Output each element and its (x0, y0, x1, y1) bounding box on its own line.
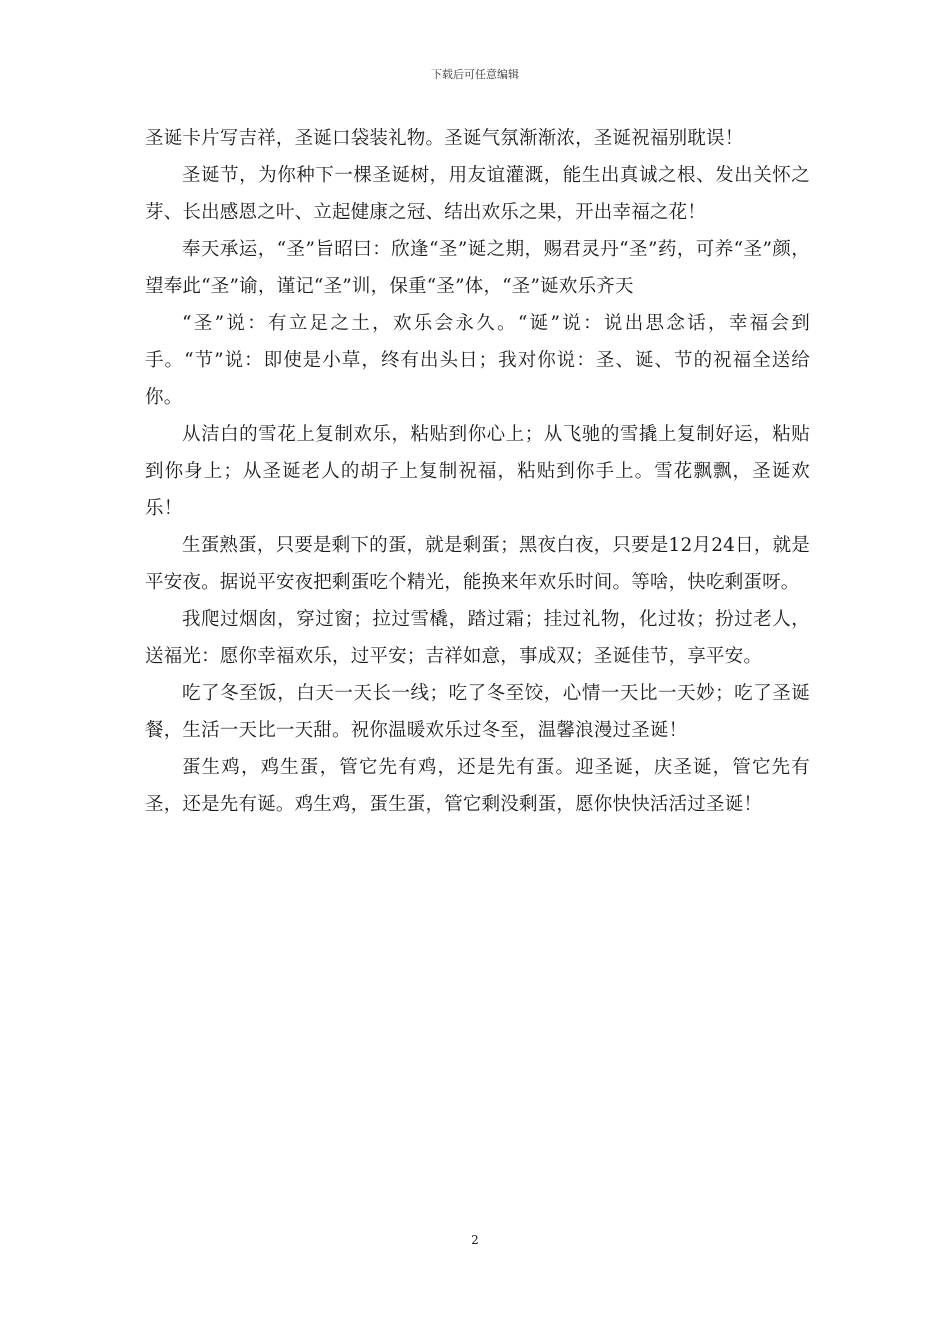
paragraph: 生蛋熟蛋，只要是剩下的蛋，就是剩蛋；黑夜白夜，只要是12月24日，就是平安夜。据说平安夜把剩蛋吃个精光，能换来年欢乐时间。等啥，快吃剩蛋呀。 (145, 535, 810, 593)
paragraph: 奉天承运，“圣”旨昭曰：欣逢“圣”诞之期，赐君灵丹“圣”药，可养“圣”颜，望奉此“圣”谕，谨记“圣”训，保重“圣”体，“圣”诞欢乐齐天 (145, 239, 810, 297)
document-body (145, 120, 810, 823)
paragraph: 蛋生鸡，鸡生蛋，管它先有鸡，还是先有蛋。迎圣诞，庆圣诞，管它先有圣，还是先有诞。鸡生鸡，蛋生蛋，管它剩没剩蛋，愿你快快活活过圣诞！ (145, 757, 810, 815)
paragraph: “圣”说：有立足之土，欢乐会永久。“诞”说：说出思念话，幸福会到手。“节”说：即使是小草，终有出头日；我对你说：圣、诞、节的祝福全送给你。 (145, 313, 810, 408)
paragraph: 吃了冬至饭，白天一天长一线；吃了冬至饺，心情一天比一天妙；吃了圣诞餐，生活一天比一天甜。祝你温暖欢乐过冬至，温馨浪漫过圣诞！ (145, 683, 810, 741)
page-header: 下载后可任意编辑 (431, 68, 519, 81)
paragraph: 我爬过烟囱，穿过窗；拉过雪橇，踏过霜；挂过礼物，化过妆；扮过老人，送福光：愿你幸福欢乐，过平安；吉祥如意，事成双；圣诞佳节，享平安。 (145, 609, 810, 667)
paragraph: 圣诞卡片写吉祥，圣诞口袋装礼物。圣诞气氛渐渐浓，圣诞祝福别耽误！ (145, 128, 744, 149)
page-number: 2 (471, 1233, 479, 1247)
paragraph: 从洁白的雪花上复制欢乐，粘贴到你心上；从飞驰的雪撬上复制好运，粘贴到你身上；从圣诞老人的胡子上复制祝福，粘贴到你手上。雪花飘飘，圣诞欢乐！ (145, 424, 810, 519)
paragraph: 圣诞节，为你种下一棵圣诞树，用友谊灌溉，能生出真诚之根、发出关怀之芽、长出感恩之叶、立起健康之冠、结出欢乐之果，开出幸福之花！ (145, 165, 810, 223)
